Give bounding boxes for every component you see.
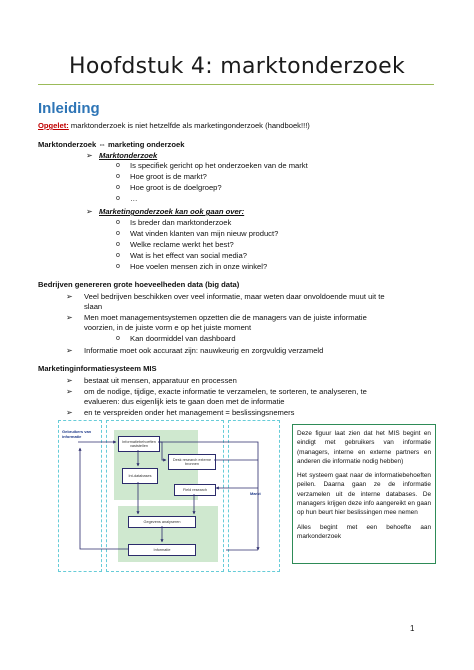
page-title: Hoofdstuk 4: marktonderzoek: [69, 54, 405, 79]
paragraph-line: slaan: [84, 302, 103, 311]
opgelet-line: [38, 121, 310, 131]
paragraph-line: Men moet managementsystemen opzetten die de managers van de juiste informatie: [84, 313, 367, 322]
list-item: Is specifiek gericht op het onderzoeken van de markt: [130, 161, 308, 170]
diagram-arrows: [58, 420, 280, 572]
section1-sub1: Marktonderzoek: [99, 151, 158, 160]
circle-bullet-icon: o: [116, 241, 120, 248]
circle-bullet-icon: o: [116, 252, 120, 259]
list-item: Wat is het effect van social media?: [130, 251, 247, 260]
list-item: Hoe groot is de markt?: [130, 172, 207, 181]
mis-diagram: [58, 420, 280, 572]
circle-bullet-icon: o: [116, 173, 120, 180]
list-item: Hoe groot is de doelgroep?: [130, 183, 222, 192]
arrow-bullet-icon: ➢: [66, 376, 73, 385]
opgelet-text: marktonderzoek is niet hetzelfde als marketingonderzoek (handboek!!!): [68, 121, 310, 130]
panel-paragraph: Het systeem gaat naar de informatiebehoeften peilen. Daarna gaan ze de informatie verzamelen uit de interne databases. De managers krijgen deze info aangereikt en gaan op hun beurt hier beslissingen mee nemen: [297, 472, 431, 517]
paragraph-line: om de nodige, tijdige, exacte informatie te verzamelen, te sorteren, te analyseren, te: [84, 387, 367, 396]
list-item: Kan doormiddel van dashboard: [130, 334, 236, 343]
needs-box: Informatiebehoeften vaststellen: [118, 436, 160, 452]
panel-paragraph: Deze figuur laat zien dat het MIS begint en eindigt met gebruikers van informatie (managers, interne en externe partners en anderen die informatie nodig hebben): [297, 430, 431, 465]
desk-research-box: Desk research externe bronnen: [168, 454, 216, 470]
arrow-bullet-icon: ➢: [66, 346, 73, 355]
opgelet-label: Opgelet:: [38, 121, 69, 130]
circle-bullet-icon: o: [116, 219, 120, 226]
analysis-box: Gegevens analyseren: [128, 516, 196, 528]
circle-bullet-icon: o: [116, 230, 120, 237]
list-item: Is breder dan marktonderzoek: [130, 218, 232, 227]
arrow-bullet-icon: ➢: [66, 292, 73, 301]
users-label: Gebruikers van informatie: [62, 429, 92, 439]
paragraph-line: evalueren: dus eigenlijk iets te gaan doen met de informatie: [84, 397, 285, 406]
market-label: Markt: [250, 491, 261, 496]
panel-paragraph: Alles begint met een behoefte aan markonderzoek: [297, 523, 431, 540]
field-research-box: Field research: [174, 484, 216, 496]
circle-bullet-icon: o: [116, 184, 120, 191]
paragraph-line: en te verspreiden onder het management = beslissingsnemers: [84, 408, 295, 417]
paragraph-line: Veel bedrijven beschikken over veel informatie, maar weten daar onvoldoende muut uit te: [84, 292, 385, 301]
arrow-bullet-icon: ➢: [66, 313, 73, 322]
arrow-bullet-icon: ➢: [86, 151, 93, 160]
section1-sub2: Marketingonderzoek kan ook gaan over:: [99, 207, 245, 216]
circle-bullet-icon: o: [116, 162, 120, 169]
arrow-bullet-icon: ➢: [66, 387, 73, 396]
list-item: …: [130, 194, 138, 203]
list-item: Hoe voelen mensen zich in onze winkel?: [130, 262, 268, 271]
title-divider: [38, 84, 434, 85]
circle-bullet-icon: o: [116, 263, 120, 270]
paragraph-line: bestaat uit mensen, apparatuur en processen: [84, 376, 237, 385]
internal-db-box: Int-databases: [122, 468, 158, 484]
section1-heading: Marktonderzoek ⇔ marketing onderzoek: [38, 140, 185, 149]
circle-bullet-icon: o: [116, 335, 120, 342]
information-box: Informatie: [128, 544, 196, 556]
section2-heading: Bedrijven genereren grote hoeveelheden data (big data): [38, 280, 240, 289]
list-item: Welke reclame werkt het best?: [130, 240, 234, 249]
explanation-panel: [292, 424, 436, 564]
list-item: Wat vinden klanten van mijn nieuw product?: [130, 229, 279, 238]
circle-bullet-icon: o: [116, 195, 120, 202]
intro-heading: Inleiding: [38, 100, 100, 117]
arrow-bullet-icon: ➢: [66, 408, 73, 417]
arrow-bullet-icon: ➢: [86, 207, 93, 216]
page-number: 1: [410, 624, 415, 633]
paragraph-line: Informatie moet ook accuraat zijn: nauwkeurig en zorgvuldig verzameld: [84, 346, 324, 355]
section3-heading: Marketinginformatiesysteem MIS: [38, 364, 157, 373]
paragraph-line: voorzien, in de juiste vorm e op het juiste moment: [84, 323, 252, 332]
